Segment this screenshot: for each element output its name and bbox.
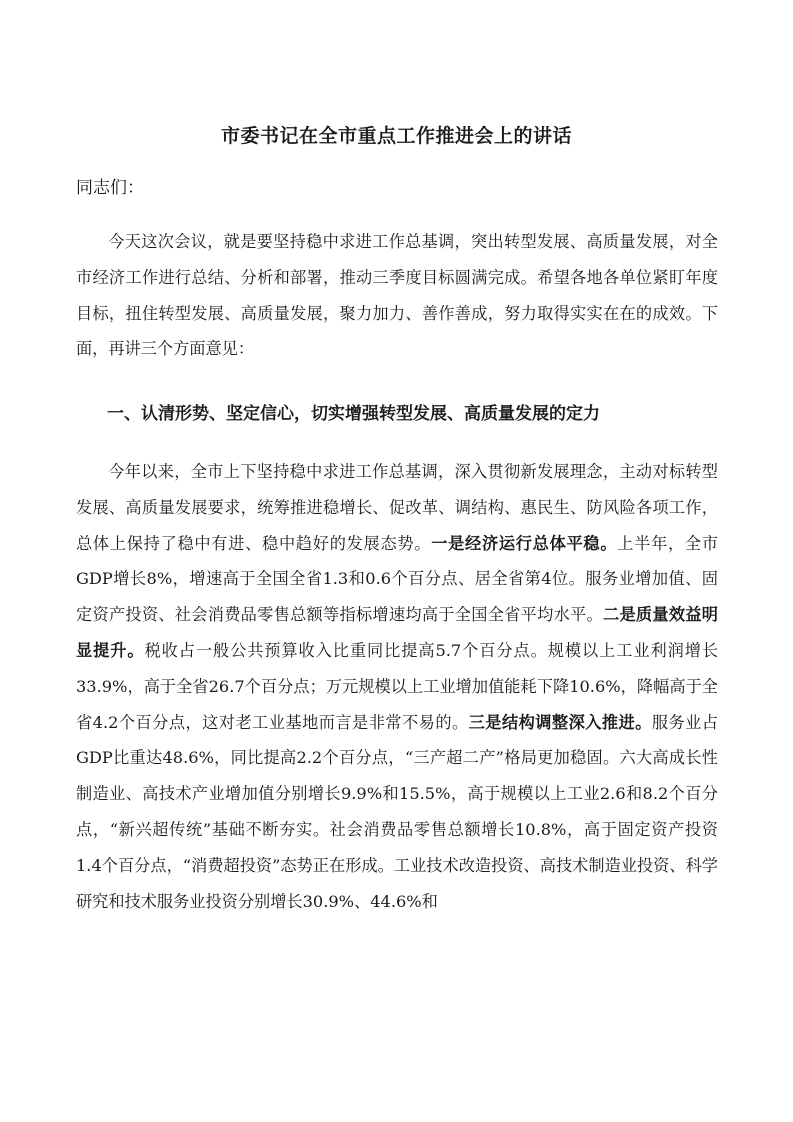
document-title: 市委书记在全市重点工作推进会上的讲话: [220, 125, 572, 147]
point3-text: 服务业占GDP比重达48.6%，同比提高2.2个百分点，“三产超二产”格局更加稳固。六大高成长性制造业、高技术产业增加值分别增长9.9%和15.5%，高于规模以上工业2.6和8.2个百分点，“新兴超传统”基础不断夯实。社会消费品零售总额增长10.8%，高于固定资产投资1.4个百分点，“消费超投资”态势正在形成。工业技术改造投资、高技术制造业投资、科学研究和技术服务业投资分别增长30.9%、44.6%和: [76, 712, 719, 911]
salutation: 同志们：: [76, 178, 144, 198]
point3-lead: 三是结构调整深入推进。: [468, 712, 652, 732]
paragraph-opening-text: 今天这次会议，就是要坚持稳中求进工作总基调，突出转型发展、高质量发展，对全市经济工作进行总结、分析和部署，推动三季度目标圆满完成。希望各地各单位紧盯年度目标，扭住转型发展、高质量发展，聚力加力、善作善成，努力取得实实在在的成效。下面，再讲三个方面意见：: [76, 232, 718, 359]
point1-lead: 一是经济运行总体平稳。: [431, 533, 618, 553]
point2-text: 税收占一般公共预算收入比重同比提高5.7个百分点。规模以上工业利润增长33.9%，高于全省26.7个百分点；万元规模以上工业增加值能耗下降10.6%，降幅高于全省4.2个百分点，这对老工业基地而言是非常不易的。: [76, 640, 719, 732]
section-heading-1: 一、认清形势、坚定信心，切实增强转型发展、高质量发展的定力: [107, 404, 600, 424]
paragraph-intro-text: 今年以来，全市上下坚持稳中求进工作总基调，深入贯彻新发展理念，主动对标转型发展、高质量发展要求，统筹推进稳增长、促改革、调结构、惠民生、防风险各项工作，总体上保持了稳中有进、稳中趋好的发展态势。: [76, 462, 718, 553]
paragraph-opening: [76, 224, 718, 367]
paragraph-situation: [76, 454, 718, 919]
point1-text: 上半年，全市GDP增长8%，增速高于全国全省1.3和0.6个百分点、居全省第4位。服务业增加值、固定资产投资、社会消费品零售总额等指标增速均高于全国全省平均水平。: [76, 533, 719, 625]
point2-lead: 二是质量效益明显提升。: [76, 605, 718, 660]
